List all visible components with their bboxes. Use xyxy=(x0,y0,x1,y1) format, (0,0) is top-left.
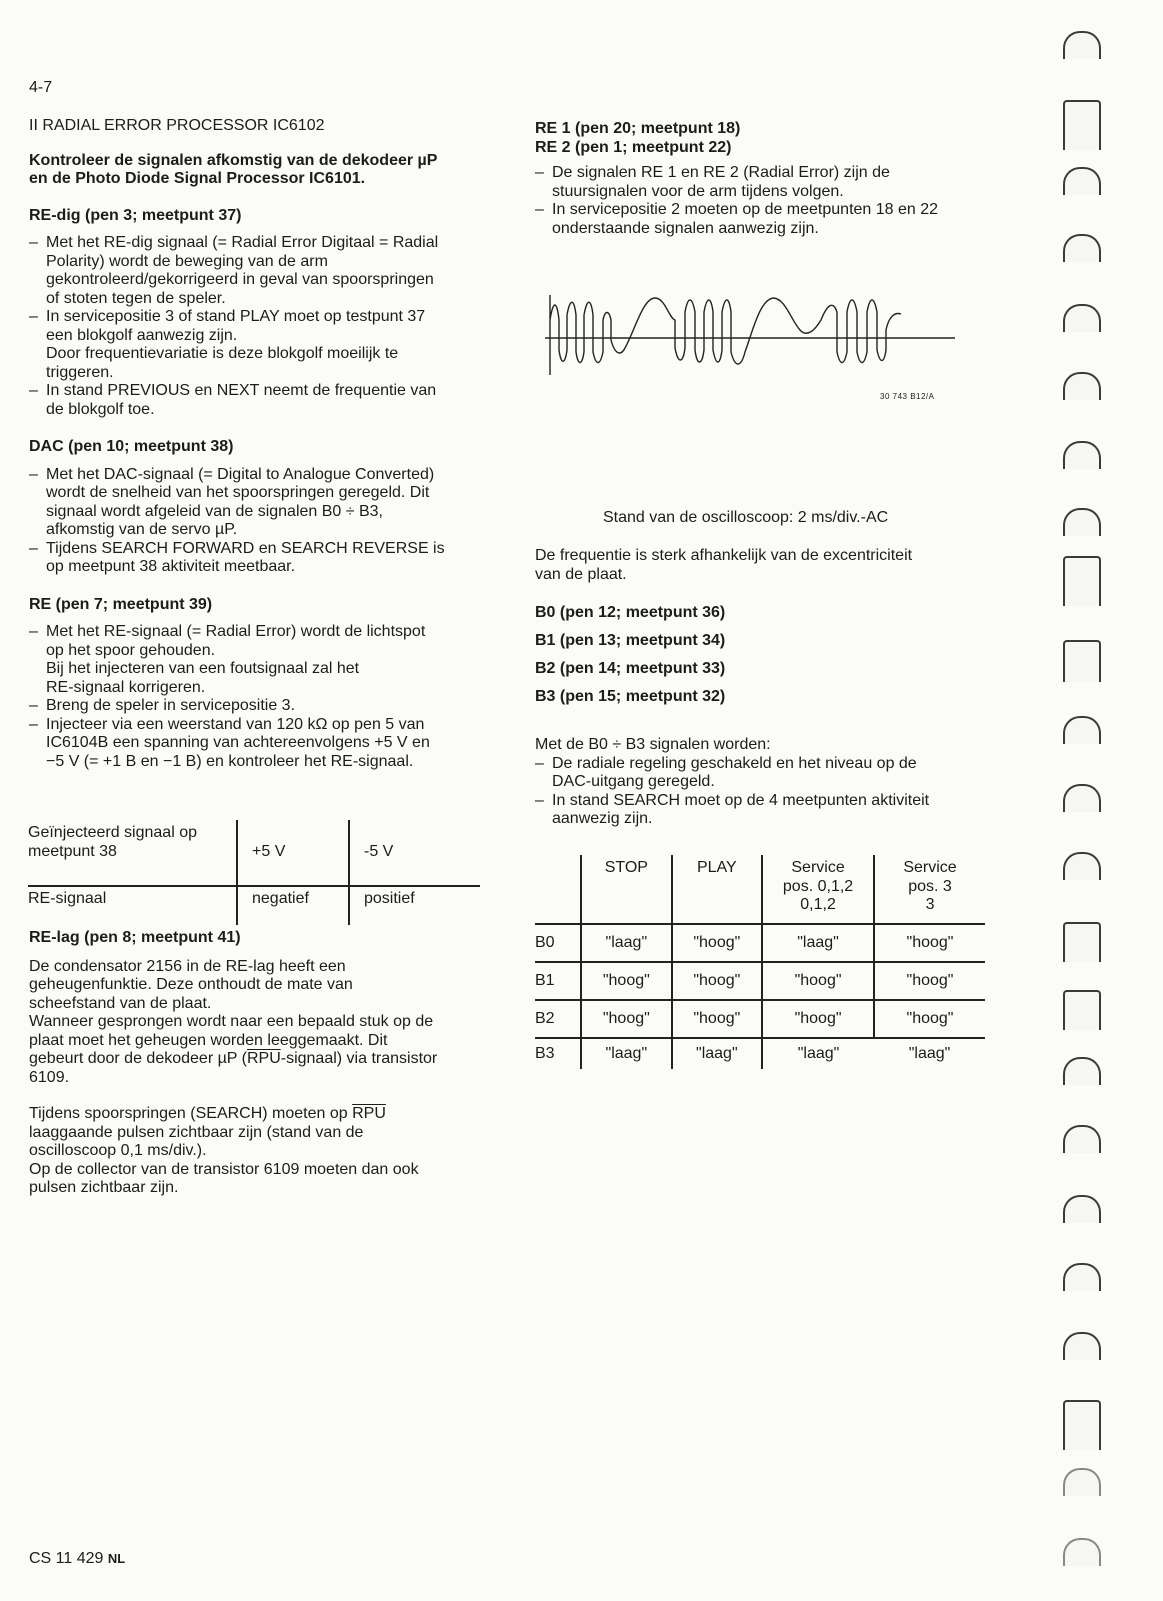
binder-hole-icon xyxy=(1063,1263,1101,1291)
table-header-cell: Service pos. 3 3 xyxy=(874,855,985,924)
table-cell: "hoog" xyxy=(762,962,874,1000)
table-header-cell: PLAY xyxy=(672,855,763,924)
table-cell: "hoog" xyxy=(672,1000,763,1038)
section-title: II RADIAL ERROR PROCESSOR IC6102 xyxy=(29,117,325,134)
table-cell: "hoog" xyxy=(581,1000,672,1038)
table-header-cell: +5 V xyxy=(252,843,286,860)
list-item: – Met het RE-dig signaal (= Radial Error Digitaal = Radial Polarity) wordt de beweging van de arm gekontroleerd/gekorrigeerd in geval van spoorspringen of stoten tegen de speler. xyxy=(29,234,489,308)
table-cell: B0 xyxy=(535,924,581,962)
table-cell: "hoog" xyxy=(672,962,763,1000)
table-cell: positief xyxy=(364,890,415,907)
re-dig-heading: RE-dig (pen 3; meetpunt 37) xyxy=(29,206,242,224)
frequency-note: De frequentie is sterk afhankelijk van de excentriciteit van de plaat. xyxy=(535,547,913,583)
binder-hole-icon xyxy=(1063,234,1101,262)
binder-hole-icon xyxy=(1063,640,1101,682)
re-lag-text: De condensator 2156 in de RE-lag heeft een geheugenfunktie. Deze onthoudt de mate van scheefstand van de plaat. Wanneer gesprongen wordt naar een bepaald stuk op de plaat moet het geheugen worden leeggemaakt. Dit gebeurt door de dekodeer µP $(\overline{RPU}-signaal)$ via transistor 6109. xyxy=(29,957,438,1086)
list-item: – In stand SEARCH moet op de 4 meetpunten aktiviteit aanwezig zijn. xyxy=(535,792,975,829)
binder-hole-icon xyxy=(1063,556,1101,606)
b3-heading: B3 (pen 15; meetpunt 32) xyxy=(535,688,726,705)
b-signals-text: Met de B0 ÷ B3 signalen worden: – De radiale regeling geschakeld en het niveau op de DAC-uitgang geregeld. – In stand SEARCH moet op de 4 meetpunten aktiviteit aanwezig zijn. xyxy=(535,736,975,829)
page-number: 4-7 xyxy=(29,79,53,96)
search-text: Tijdens spoorspringen (SEARCH) moeten op $\overline{RPU}$ laaggaande pulsen zichtbaar zijn (stand van de oscilloscoop 0,1 ms/div.). Op de collector van de transistor 6109 moeten dan ook pulsen zichtbaar zijn. xyxy=(29,1105,419,1196)
table-divider xyxy=(236,820,238,925)
re12-list xyxy=(535,164,975,238)
waveform-code: 30 743 B12/A xyxy=(880,392,935,401)
left-column xyxy=(29,117,489,771)
table-cell: B3 xyxy=(535,1044,555,1062)
table-divider xyxy=(28,885,480,887)
table-cell: RE-signaal xyxy=(28,890,107,907)
list-item: – Met het RE-signaal (= Radial Error) wordt de lichtspot op het spoor gehouden. Bij het injecteren van een foutsignaal zal het RE-signaal korrigeren. xyxy=(29,623,489,697)
table-header-cell: Service pos. 0,1,2 0,1,2 xyxy=(762,855,874,924)
list-item: – In servicepositie 3 of stand PLAY moet op testpunt 37 een blokgolf aanwezig zijn. Door frequentievariatie is deze blokgolf moeilijk te triggeren. xyxy=(29,308,489,382)
table-cell: "laag" xyxy=(908,1044,951,1062)
table-cell: "hoog" xyxy=(581,962,672,1000)
list-item: – In stand PREVIOUS en NEXT neemt de frequentie van de blokgolf toe. xyxy=(29,382,489,419)
table-row xyxy=(535,1038,985,1069)
re2-heading: RE 2 (pen 1; meetpunt 22) xyxy=(535,138,732,156)
b-signal-table xyxy=(535,855,985,1069)
b-signals-list xyxy=(535,755,975,829)
binder-hole-icon xyxy=(1063,508,1101,536)
table-cell: "hoog" xyxy=(672,924,763,962)
re-heading: RE (pen 7; meetpunt 39) xyxy=(29,595,213,613)
table-cell: "hoog" xyxy=(874,1000,985,1038)
list-item: – Breng de speler in servicepositie 3. xyxy=(29,697,489,716)
re-lag-heading: RE-lag (pen 8; meetpunt 41) xyxy=(29,929,241,946)
list-item: – De radiale regeling geschakeld en het niveau op de DAC-uitgang geregeld. xyxy=(535,755,975,792)
binder-hole-icon xyxy=(1063,441,1101,469)
binder-hole-icon xyxy=(1063,1400,1101,1450)
b1-heading: B1 (pen 13; meetpunt 34) xyxy=(535,632,726,649)
binder-hole-icon xyxy=(1063,716,1101,744)
binder-hole-icon xyxy=(1063,784,1101,812)
binder-hole-icon xyxy=(1063,1125,1101,1153)
re-list xyxy=(29,623,489,771)
binder-hole-icon xyxy=(1063,852,1101,880)
binder-hole-icon xyxy=(1063,922,1101,962)
table-cell: "hoog" xyxy=(762,1000,874,1038)
binder-hole-icon xyxy=(1063,31,1101,59)
table-row xyxy=(535,1000,985,1038)
table-header-cell: Geïnjecteerd signaal op meetpunt 38 xyxy=(28,824,197,860)
table-cell: "hoog" xyxy=(874,962,985,1000)
table-cell: negatief xyxy=(252,890,309,907)
binder-hole-icon xyxy=(1063,1538,1101,1566)
binder-hole-icon xyxy=(1063,100,1101,150)
re-dig-list xyxy=(29,234,489,419)
list-item: – Met het DAC-signaal (= Digital to Analogue Converted) wordt de snelheid van het spoorspringen geregeld. Dit signaal wordt afgeleid van de signalen B0 ÷ B3, afkomstig van de servo µP. xyxy=(29,466,489,540)
table-header-cell: STOP xyxy=(581,855,672,924)
binder-hole-icon xyxy=(1063,372,1101,400)
table-cell: "laag" xyxy=(672,1038,763,1069)
table-header-cell xyxy=(535,855,581,924)
list-item: – In servicepositie 2 moeten op de meetpunten 18 en 22 onderstaande signalen aanwezig zijn. xyxy=(535,201,975,238)
list-item: – Tijdens SEARCH FORWARD en SEARCH REVERSE is op meetpunt 38 aktiviteit meetbaar. xyxy=(29,540,489,577)
binder-hole-icon xyxy=(1063,1057,1101,1085)
scope-setting: Stand van de oscilloscoop: 2 ms/div.-AC xyxy=(603,509,889,526)
intro-text: Kontroleer de signalen afkomstig van de dekodeer µP en de Photo Diode Signal Processor IC6101. xyxy=(29,151,438,187)
re-lag-section xyxy=(29,929,499,1198)
table-cell: B1 xyxy=(535,962,581,1000)
table-row xyxy=(535,962,985,1000)
table-header-cell: -5 V xyxy=(364,843,394,860)
table-divider xyxy=(348,820,350,925)
table-cell: "hoog" xyxy=(874,924,985,962)
dac-heading: DAC (pen 10; meetpunt 38) xyxy=(29,438,234,455)
list-item: – Injecteer via een weerstand van 120 kΩ op pen 5 van IC6104B een spanning van achtereenvolgens +5 V en −5 V (= +1 B en −1 B) en kontroleer het RE-signaal. xyxy=(29,716,489,772)
b0-heading: B0 (pen 12; meetpunt 36) xyxy=(535,604,726,621)
dac-list xyxy=(29,466,489,577)
re-waveform-trace xyxy=(545,290,955,385)
binder-hole-icon xyxy=(1063,990,1101,1030)
b-headings xyxy=(535,604,975,716)
footer-code: CS 11 429 NL xyxy=(29,1550,126,1567)
table-header-row xyxy=(535,855,985,924)
b2-heading: B2 (pen 14; meetpunt 33) xyxy=(535,660,726,677)
binder-hole-icon xyxy=(1063,167,1101,195)
binder-hole-icon xyxy=(1063,304,1101,332)
table-cell: "laag" xyxy=(581,1038,672,1069)
binder-hole-icon xyxy=(1063,1468,1101,1496)
re1-heading: RE 1 (pen 20; meetpunt 18) xyxy=(535,120,741,137)
binder-hole-icon xyxy=(1063,1195,1101,1223)
table-row xyxy=(535,924,985,962)
re12-section xyxy=(535,120,975,238)
binder-hole-icon xyxy=(1063,1332,1101,1360)
table-cell: B2 xyxy=(535,1000,581,1038)
table-cell: "laag" xyxy=(762,1038,874,1069)
list-item: – De signalen RE 1 en RE 2 (Radial Error) zijn de stuursignalen voor de arm tijdens volgen. xyxy=(535,164,975,201)
table-cell: "laag" xyxy=(581,924,672,962)
table-cell: "laag" xyxy=(762,924,874,962)
